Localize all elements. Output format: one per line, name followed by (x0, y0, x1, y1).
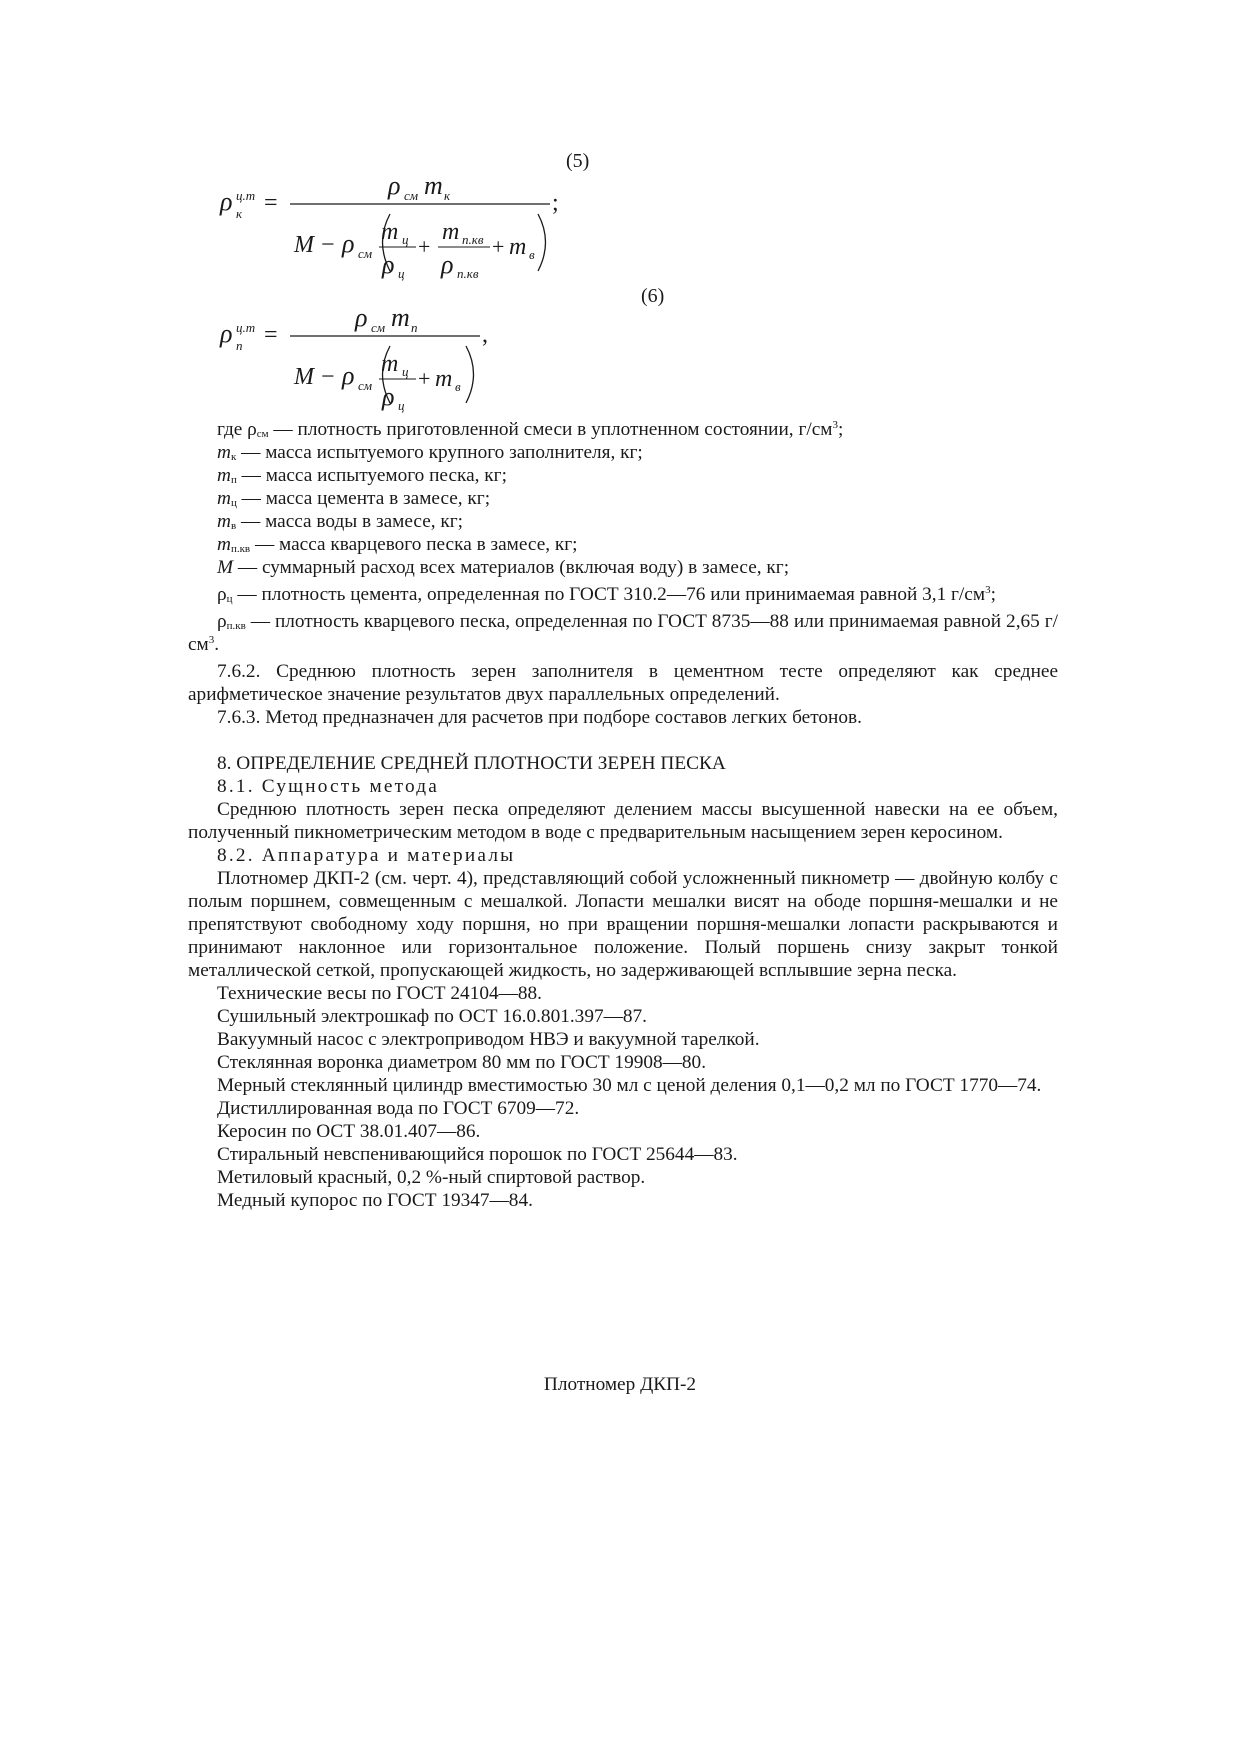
f5-den-rho-sub: см (358, 246, 373, 261)
f5-num-m-sub: к (444, 188, 451, 203)
definition-text: — масса испытуемого крупного заполнителя, кг; (236, 442, 643, 463)
paragraph-7-6-2: 7.6.2. Среднюю плотность зерен заполнителя в цементном тесте определяют как среднее арифметическое значение результатов двух параллельных определений. (188, 661, 1058, 705)
definition-subscript: в (230, 520, 237, 532)
definition-subscript: п (230, 474, 237, 486)
definition-text: — масса цемента в замесе, кг; (236, 488, 491, 509)
formula-6-number: (6) (641, 285, 665, 307)
f6-lhs-rho: ρ (220, 319, 233, 348)
definition-item (188, 464, 1058, 487)
f6-mv: m (435, 366, 453, 392)
definition-item (188, 533, 1058, 556)
definition-text: — масса испытуемого песка, кг; (236, 465, 507, 486)
definition-symbol: ρ (217, 611, 227, 632)
formula-6 (220, 302, 520, 417)
f5-plus-1: + (418, 234, 431, 259)
equipment-item: Метиловый красный, 0,2 %-ный спиртовой раствор. (217, 1167, 646, 1188)
paragraph-7-6-3: 7.6.3. Метод предназначен для расчетов при подборе составов легких бетонов. (217, 707, 862, 728)
definition-item (188, 441, 1058, 464)
f6-den-M: M (294, 364, 314, 390)
definition-symbol: M (217, 557, 234, 578)
f5-f1-m: m (381, 219, 399, 245)
f5-lhs-rho: ρ (220, 187, 233, 216)
definition-tail: . (214, 634, 220, 655)
definition-subscript: к (230, 451, 237, 463)
definition-symbol: где ρ (217, 419, 257, 440)
definition-symbol: m (217, 511, 231, 532)
f5-num-rho: ρ (388, 171, 401, 200)
definition-text: — масса кварцевого песка в замесе, кг; (250, 534, 578, 555)
formula-5-number: (5) (566, 150, 590, 172)
subsection-8-1-title: 8.1. Сущность метода (217, 776, 440, 797)
definition-superscript: 3 (208, 634, 215, 646)
f6-den-rho-sub: см (358, 378, 373, 393)
definition-text: — масса воды в замесе, кг; (236, 511, 464, 532)
definition-item (188, 487, 1058, 510)
f5-den-rho: ρ (342, 229, 355, 258)
definitions-list (188, 418, 1058, 656)
f5-f1-m-sub: ц (402, 232, 409, 247)
definition-symbol: m (217, 465, 231, 486)
definition-item (188, 556, 1058, 579)
document-body (188, 418, 1058, 1212)
definition-tail: ; (837, 419, 844, 440)
definition-subscript: п.кв (230, 543, 251, 555)
f6-num-m-sub: п (411, 320, 418, 335)
f5-den-minus: − (321, 232, 335, 258)
definition-subscript: ц (230, 497, 237, 509)
definition-item (188, 610, 1058, 656)
f5-equals: = (264, 190, 278, 216)
f5-plus-2: + (492, 234, 505, 259)
section-8-title: 8. ОПРЕДЕЛЕНИЕ СРЕДНЕЙ ПЛОТНОСТИ ЗЕРЕН ПЕСКА (217, 753, 726, 774)
f5-num-m: m (424, 171, 443, 200)
equipment-item: Медный купорос по ГОСТ 19347—84. (217, 1190, 533, 1211)
equipment-item: Технические весы по ГОСТ 24104—88. (217, 983, 542, 1004)
f5-num-rho-sub: см (404, 188, 419, 203)
subsection-8-2-title: 8.2. Аппаратура и материалы (217, 845, 516, 866)
f5-lhs-sub: к (236, 206, 243, 221)
definition-superscript: 3 (985, 584, 991, 596)
f5-f2-m-sub: п.кв (462, 232, 484, 247)
f5-mv: m (509, 234, 527, 260)
equipment-item: Стиральный невспенивающийся порошок по ГОСТ 25644—83. (217, 1144, 738, 1165)
definition-item (188, 510, 1058, 533)
equipment-item: Вакуумный насос с электроприводом НВЭ и вакуумной тарелкой. (217, 1029, 760, 1050)
equipment-item: Мерный стеклянный цилиндр вместимостью 30 мл с ценой деления 0,1—0,2 мл по ГОСТ 1770—74. (217, 1075, 1042, 1096)
definition-symbol: m (217, 534, 231, 555)
equipment-list (188, 982, 1058, 1212)
definition-symbol: m (217, 442, 231, 463)
definition-subscript: п.кв (226, 620, 246, 632)
f5-mv-sub: в (529, 247, 535, 262)
f5-den-M: M (294, 232, 314, 258)
f6-plus-1: + (418, 366, 431, 391)
f5-f1-rho-sub: ц (398, 266, 405, 281)
definition-item (188, 583, 1058, 606)
definition-text: — плотность приготовленной смеси в уплотненном состоянии, г/см (268, 419, 833, 440)
f6-den-rho: ρ (342, 361, 355, 390)
definition-superscript: 3 (832, 419, 838, 431)
f6-f1-m: m (381, 351, 399, 377)
formula-5 (220, 170, 580, 285)
f6-lhs-sup: ц.т (236, 320, 256, 335)
f5-punct: ; (552, 190, 559, 216)
f6-mv-sub: в (455, 379, 461, 394)
figure-caption: Плотномер ДКП-2 (543, 1374, 697, 1395)
definition-symbol: ρ (217, 584, 227, 605)
definition-symbol: m (217, 488, 231, 509)
f6-lhs-sub: п (236, 338, 243, 353)
f5-f2-rho-sub: п.кв (457, 266, 479, 281)
subsection-8-1-text: Среднюю плотность зерен песка определяют делением массы высушенной навески на ее объем, полученный пикнометрическим методом в воде с предварительным насыщением зерен керосином. (188, 799, 1058, 843)
f6-right-paren (466, 346, 474, 403)
f5-right-paren (538, 214, 546, 271)
subsection-8-2-text: Плотномер ДКП-2 (см. черт. 4), представляющий собой усложненный пикнометр — двойную колбу с полым поршнем, совмещенным с мешалкой. Лопасти мешалки висят на ободе поршня-мешалки и не препятствуют свободному ходу поршня, но при вращении поршня-мешалки лопасти раскрываются и принимают наклонное или горизонтальное положение. Полый поршень снизу закрыт тонкой металлической сеткой, пропускающей жидкость, но задерживающей всплывшие зерна песка. (188, 868, 1058, 981)
f6-f1-rho: ρ (382, 382, 395, 411)
definition-text: — суммарный расход всех материалов (включая воду) в замесе, кг; (233, 557, 790, 578)
f6-f1-m-sub: ц (402, 364, 409, 379)
f6-num-m: m (391, 303, 410, 332)
f5-f1-rho: ρ (382, 250, 395, 279)
equipment-item: Керосин по ОСТ 38.01.407—86. (217, 1121, 481, 1142)
f6-num-rho-sub: см (371, 320, 386, 335)
equipment-item: Дистиллированная вода по ГОСТ 6709—72. (217, 1098, 580, 1119)
f5-f2-rho: ρ (441, 250, 454, 279)
f6-equals: = (264, 322, 278, 348)
definition-tail: ; (990, 584, 996, 605)
f5-lhs-sup: ц.т (236, 188, 256, 203)
f6-den-minus: − (321, 364, 335, 390)
f5-f2-m: m (442, 219, 460, 245)
definition-text: — плотность цемента, определенная по ГОСТ 310.2—76 или принимаемая равной 3,1 г/см (232, 584, 986, 605)
equipment-item: Сушильный электрошкаф по ОСТ 16.0.801.397—87. (217, 1006, 647, 1027)
f6-f1-rho-sub: ц (398, 398, 405, 413)
definition-subscript: ц (226, 593, 233, 605)
definition-subscript: см (256, 428, 269, 440)
definition-text: — плотность кварцевого песка, определенная по ГОСТ 8735—88 или принимаемая равной 2,65 г/см (188, 611, 1058, 655)
f6-punct: , (482, 322, 488, 348)
equipment-item: Стеклянная воронка диаметром 80 мм по ГОСТ 19908—80. (217, 1052, 707, 1073)
f6-num-rho: ρ (355, 303, 368, 332)
definition-item (188, 418, 1058, 441)
